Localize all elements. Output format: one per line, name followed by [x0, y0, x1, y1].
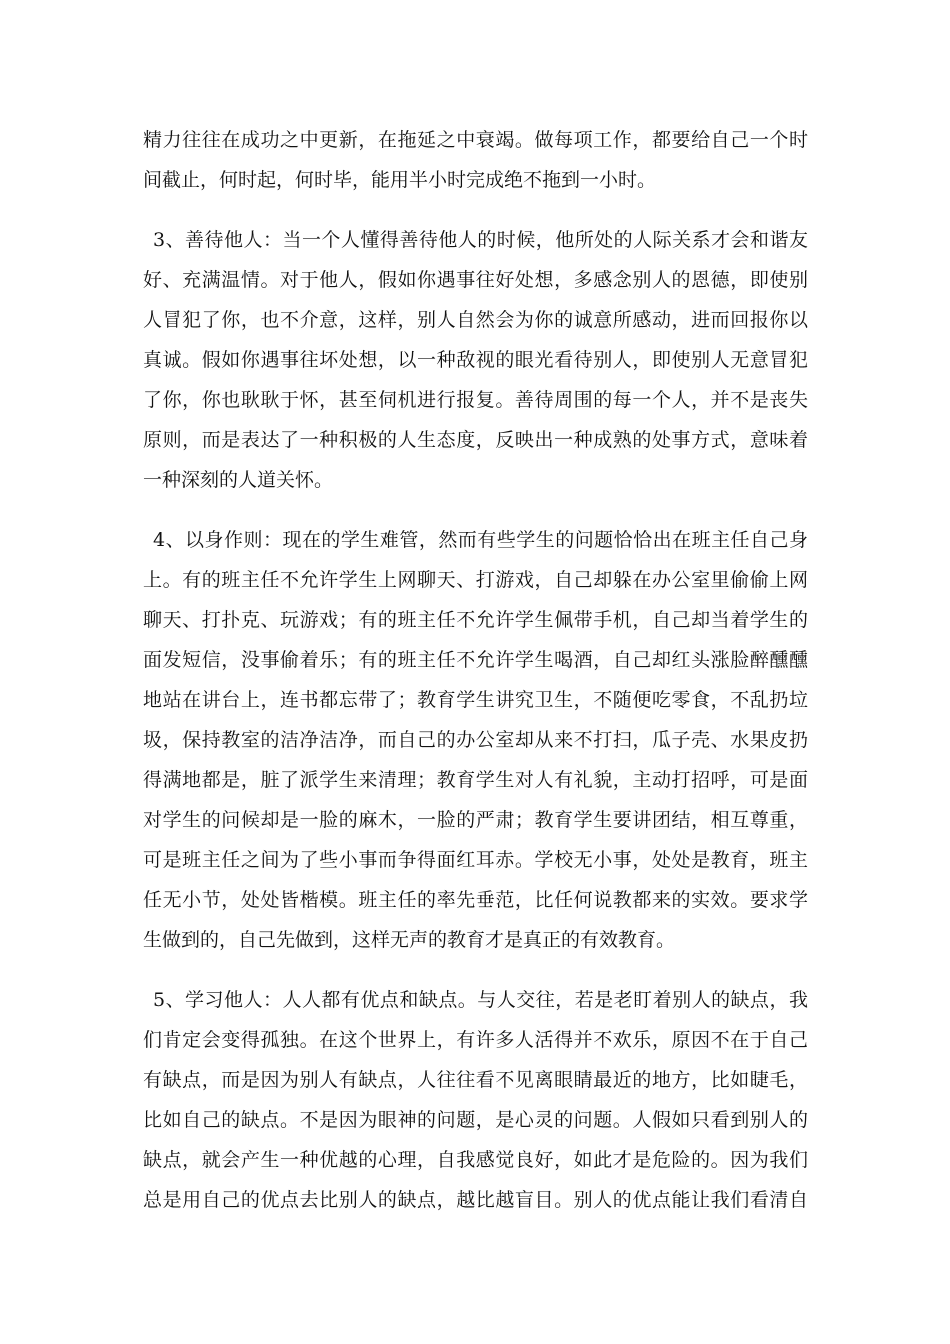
paragraph-item-5 — [143, 980, 808, 1220]
paragraph-item-3 — [143, 220, 808, 500]
text-line: 可是班主任之间为了些小事而争得面红耳赤。学校无小事，处处是教育，班主 — [143, 849, 808, 871]
text-line: 总是用自己的优点去比别人的缺点，越比越盲目。别人的优点能让我们看清自 — [143, 1189, 808, 1211]
text-line: 面发短信，没事偷着乐；有的班主任不允许学生喝酒，自己却红头涨脸醉醺醺 — [143, 649, 808, 671]
text-line: 地站在讲台上，连书都忘带了；教育学生讲究卫生，不随便吃零食，不乱扔垃 — [143, 689, 808, 711]
text-line: 生做到的，自己先做到，这样无声的教育才是真正的有效教育。 — [143, 929, 676, 951]
text-line: 有缺点，而是因为别人有缺点，人往往看不见离眼睛最近的地方，比如睫毛， — [143, 1069, 808, 1091]
paragraph-gap — [143, 500, 808, 520]
text-line: 上。有的班主任不允许学生上网聊天、打游戏，自己却躲在办公室里偷偷上网 — [143, 569, 808, 591]
text-line: 3、善待他人：当一个人懂得善待他人的时候，他所处的人际关系才会和谐友 — [153, 229, 808, 251]
text-line: 一种深刻的人道关怀。 — [143, 469, 334, 491]
paragraph-continued — [143, 120, 808, 200]
document-page — [143, 120, 808, 1220]
text-line: 比如自己的缺点。不是因为眼神的问题，是心灵的问题。人假如只看到别人的 — [143, 1109, 808, 1131]
text-line: 4、以身作则：现在的学生难管，然而有些学生的问题恰恰出在班主任自己身 — [153, 529, 808, 551]
paragraph-gap — [143, 960, 808, 980]
text-line: 聊天、打扑克、玩游戏；有的班主任不允许学生佩带手机，自己却当着学生的 — [143, 609, 808, 631]
text-line: 真诚。假如你遇事往坏处想，以一种敌视的眼光看待别人，即使别人无意冒犯 — [143, 349, 808, 371]
paragraph-gap — [143, 200, 808, 220]
text-line: 对学生的问候却是一脸的麻木，一脸的严肃；教育学生要讲团结，相互尊重， — [143, 809, 808, 831]
text-line: 得满地都是，脏了派学生来清理；教育学生对人有礼貌，主动打招呼，可是面 — [143, 769, 808, 791]
text-line: 缺点，就会产生一种优越的心理，自我感觉良好，如此才是危险的。因为我们 — [143, 1149, 808, 1171]
text-line: 人冒犯了你，也不介意，这样，别人自然会为你的诚意所感动，进而回报你以 — [143, 309, 808, 331]
text-line: 间截止，何时起，何时毕，能用半小时完成绝不拖到一小时。 — [143, 169, 657, 191]
text-line: 原则，而是表达了一种积极的人生态度，反映出一种成熟的处事方式，意味着 — [143, 429, 808, 451]
text-line: 精力往往在成功之中更新，在拖延之中衰竭。做每项工作，都要给自己一个时 — [143, 129, 808, 151]
text-line: 们肯定会变得孤独。在这个世界上，有许多人活得并不欢乐，原因不在于自己 — [143, 1029, 808, 1051]
text-line: 5、学习他人：人人都有优点和缺点。与人交往，若是老盯着别人的缺点，我 — [153, 989, 808, 1011]
text-line: 圾，保持教室的洁净洁净，而自己的办公室却从来不打扫，瓜子壳、水果皮扔 — [143, 729, 808, 751]
text-line: 好、充满温情。对于他人，假如你遇事往好处想，多感念别人的恩德，即使别 — [143, 269, 808, 291]
text-line: 了你，你也耿耿于怀，甚至伺机进行报复。善待周围的每一个人，并不是丧失 — [143, 389, 808, 411]
text-line: 任无小节，处处皆楷模。班主任的率先垂范，比任何说教都来的实效。要求学 — [143, 889, 808, 911]
paragraph-item-4 — [143, 520, 808, 960]
